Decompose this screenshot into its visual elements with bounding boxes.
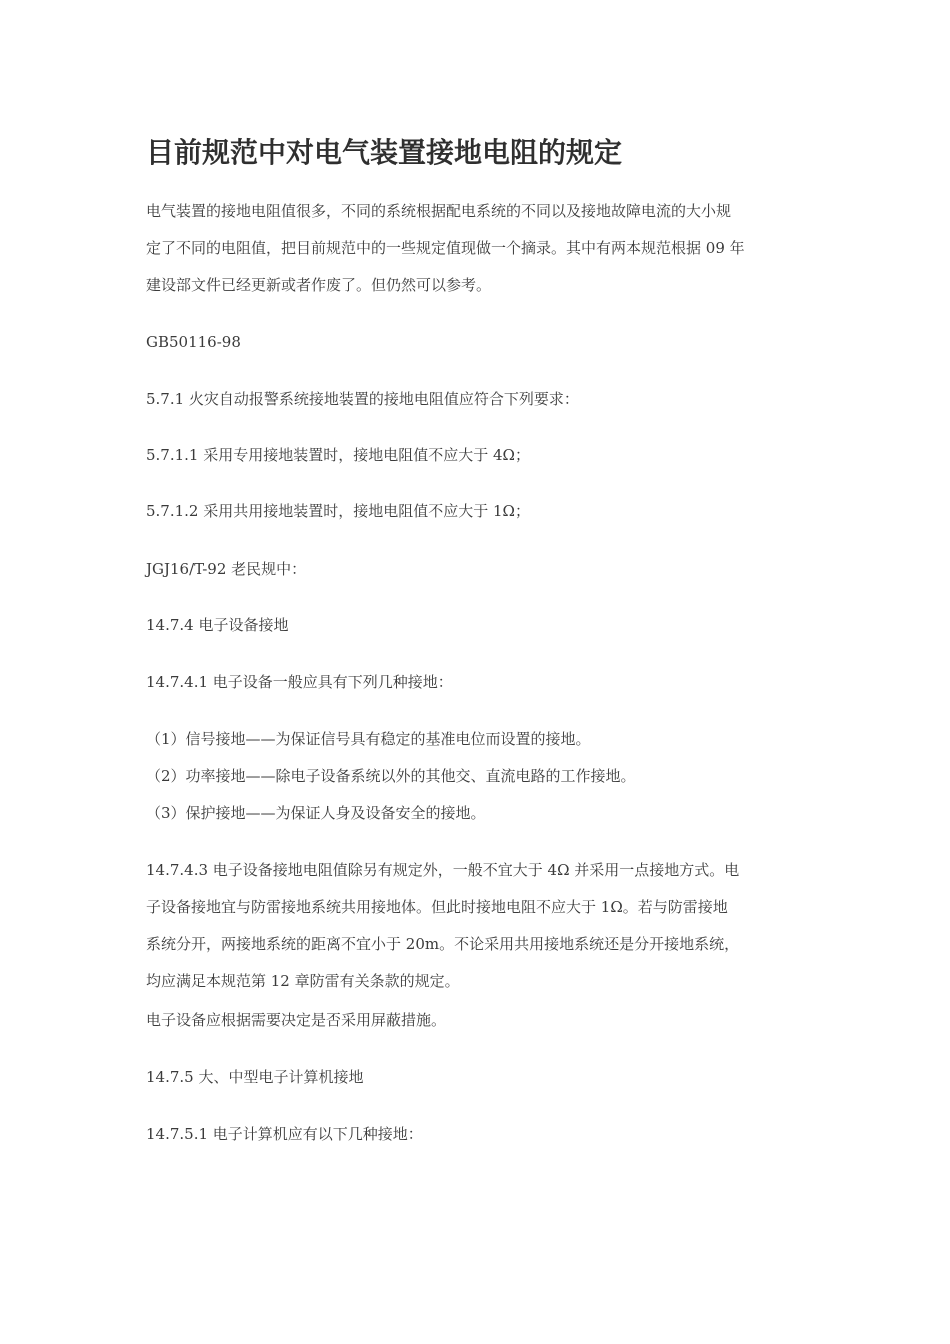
list-item-3: （3）保护接地——为保证人身及设备安全的接地。 xyxy=(146,804,486,822)
intro-line-3: 建设部文件已经更新或者作废了。但仍然可以参考。 xyxy=(146,276,492,294)
document-title: 目前规范中对电气装置接地电阻的规定 xyxy=(146,136,623,169)
clause-14-7-4-3-line-3: 系统分开，两接地系统的距离不宜小于 20m。不论采用共用接地系统还是分开接地系统， xyxy=(146,935,740,953)
clause-14-7-5-1: 14.7.5.1 电子计算机应有以下几种接地： xyxy=(146,1125,423,1143)
standard-jgj16: JGJ16/T-92 老民规中： xyxy=(146,560,307,578)
clause-14-7-4-3-line-4: 均应满足本规范第 12 章防雷有关条款的规定。 xyxy=(146,972,460,990)
intro-line-2: 定了不同的电阻值，把目前规范中的一些规定值现做一个摘录。其中有两本规范根据 09 年 xyxy=(146,239,745,257)
standard-gb50116: GB50116-98 xyxy=(146,333,241,351)
clause-5-7-1-1: 5.7.1.1 采用专用接地装置时，接地电阻值不应大于 4Ω； xyxy=(146,446,530,464)
clause-14-7-4-3-line-2: 子设备接地宜与防雷接地系统共用接地体。但此时接地电阻不应大于 1Ω。若与防雷接地 xyxy=(146,898,728,916)
clause-14-7-5: 14.7.5 大、中型电子计算机接地 xyxy=(146,1068,364,1086)
list-item-1: （1）信号接地——为保证信号具有稳定的基准电位而设置的接地。 xyxy=(146,730,591,748)
list-item-2: （2）功率接地——除电子设备系统以外的其他交、直流电路的工作接地。 xyxy=(146,767,636,785)
clause-14-7-4-3-line-1: 14.7.4.3 电子设备接地电阻值除另有规定外，一般不宜大于 4Ω 并采用一点接地方式。电 xyxy=(146,861,740,879)
clause-14-7-4-1: 14.7.4.1 电子设备一般应具有下列几种接地： xyxy=(146,673,453,691)
clause-5-7-1: 5.7.1 火灾自动报警系统接地装置的接地电阻值应符合下列要求： xyxy=(146,390,579,408)
intro-line-1: 电气装置的接地电阻值很多，不同的系统根据配电系统的不同以及接地故障电流的大小规 xyxy=(146,202,732,220)
clause-5-7-1-2: 5.7.1.2 采用共用接地装置时，接地电阻值不应大于 1Ω； xyxy=(146,502,530,520)
clause-14-7-4: 14.7.4 电子设备接地 xyxy=(146,616,289,634)
shielding-note: 电子设备应根据需要决定是否采用屏蔽措施。 xyxy=(146,1011,447,1029)
